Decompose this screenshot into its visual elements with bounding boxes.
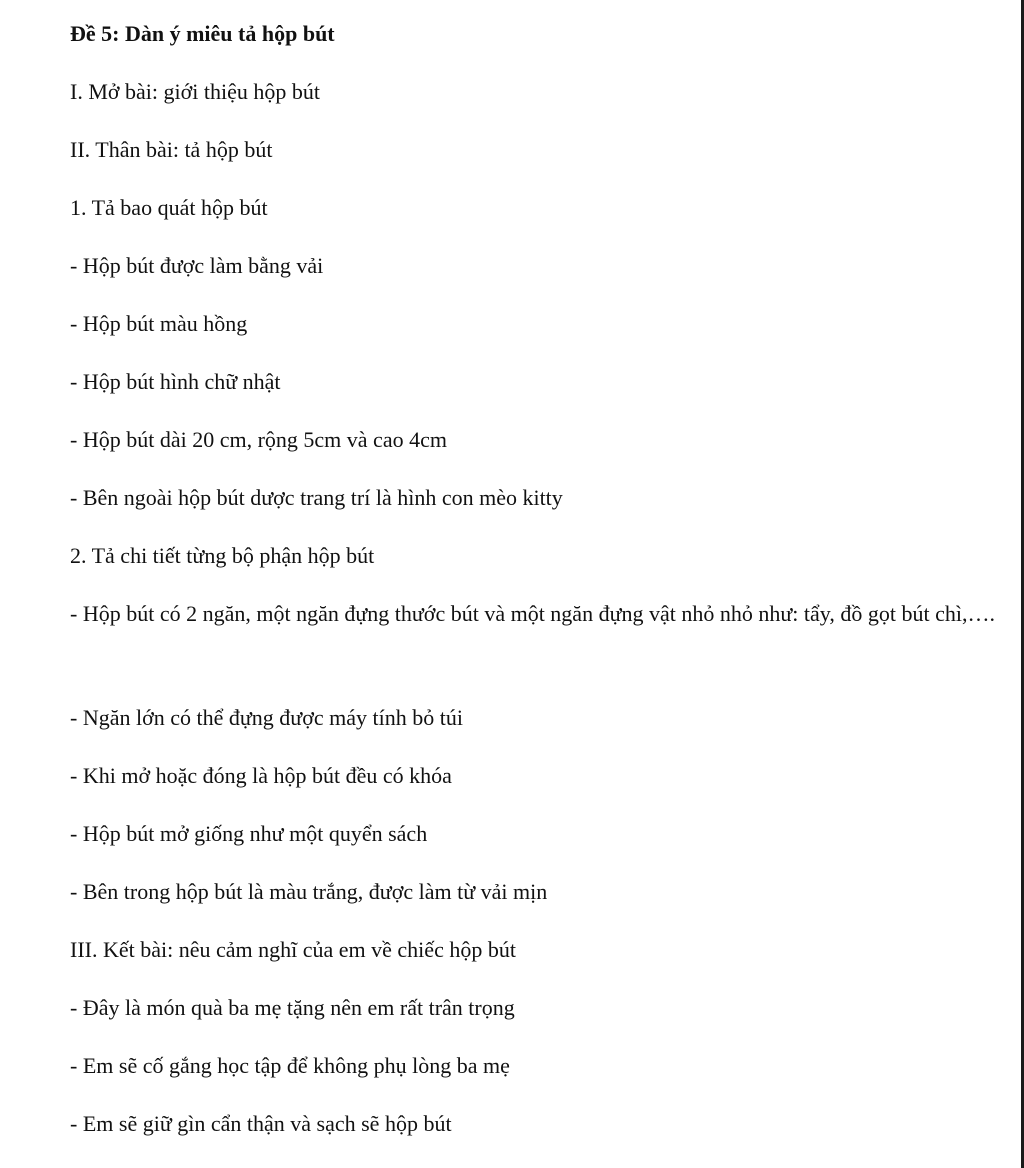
bullet-line: - Ngăn lớn có thể đựng được máy tính bỏ túi	[70, 705, 463, 730]
subsection-overview-heading: 1. Tả bao quát hộp bút	[70, 195, 268, 220]
bullet-line: - Đây là món quà ba mẹ tặng nên em rất trân trọng	[70, 995, 515, 1020]
bullet-line: - Khi mở hoặc đóng là hộp bút đều có khóa	[70, 763, 452, 788]
section-body-heading: II. Thân bài: tả hộp bút	[70, 137, 273, 162]
bullet-line: - Em sẽ giữ gìn cẩn thận và sạch sẽ hộp bút	[70, 1111, 452, 1136]
bullet-line: - Hộp bút được làm bằng vải	[70, 253, 324, 278]
bullet-line: - Hộp bút dài 20 cm, rộng 5cm và cao 4cm	[70, 427, 447, 452]
bullet-line: - Bên trong hộp bút là màu trắng, được làm từ vải mịn	[70, 879, 548, 904]
document-body	[70, 17, 1018, 1165]
section-conclusion-heading: III. Kết bài: nêu cảm nghĩ của em về chiếc hộp bút	[70, 937, 516, 962]
document-title: Đề 5: Dàn ý miêu tả hộp bút	[70, 21, 335, 46]
bullet-line: - Hộp bút hình chữ nhật	[70, 369, 281, 394]
bullet-line: - Em sẽ cố gắng học tập để không phụ lòng ba mẹ	[70, 1053, 510, 1078]
bullet-line: - Hộp bút màu hồng	[70, 311, 248, 336]
section-intro-heading: I. Mở bài: giới thiệu hộp bút	[70, 79, 320, 104]
bullet-line: - Hộp bút mở giống như một quyển sách	[70, 821, 428, 846]
bullet-line: - Bên ngoài hộp bút dược trang trí là hình con mèo kitty	[70, 485, 563, 510]
bullet-line-wrapped: - Hộp bút có 2 ngăn, một ngăn đựng thước bút và một ngăn đựng vật nhỏ nhỏ như: tẩy, đồ gọt bút chì,….	[70, 601, 995, 626]
subsection-detail-heading: 2. Tả chi tiết từng bộ phận hộp bút	[70, 543, 375, 568]
